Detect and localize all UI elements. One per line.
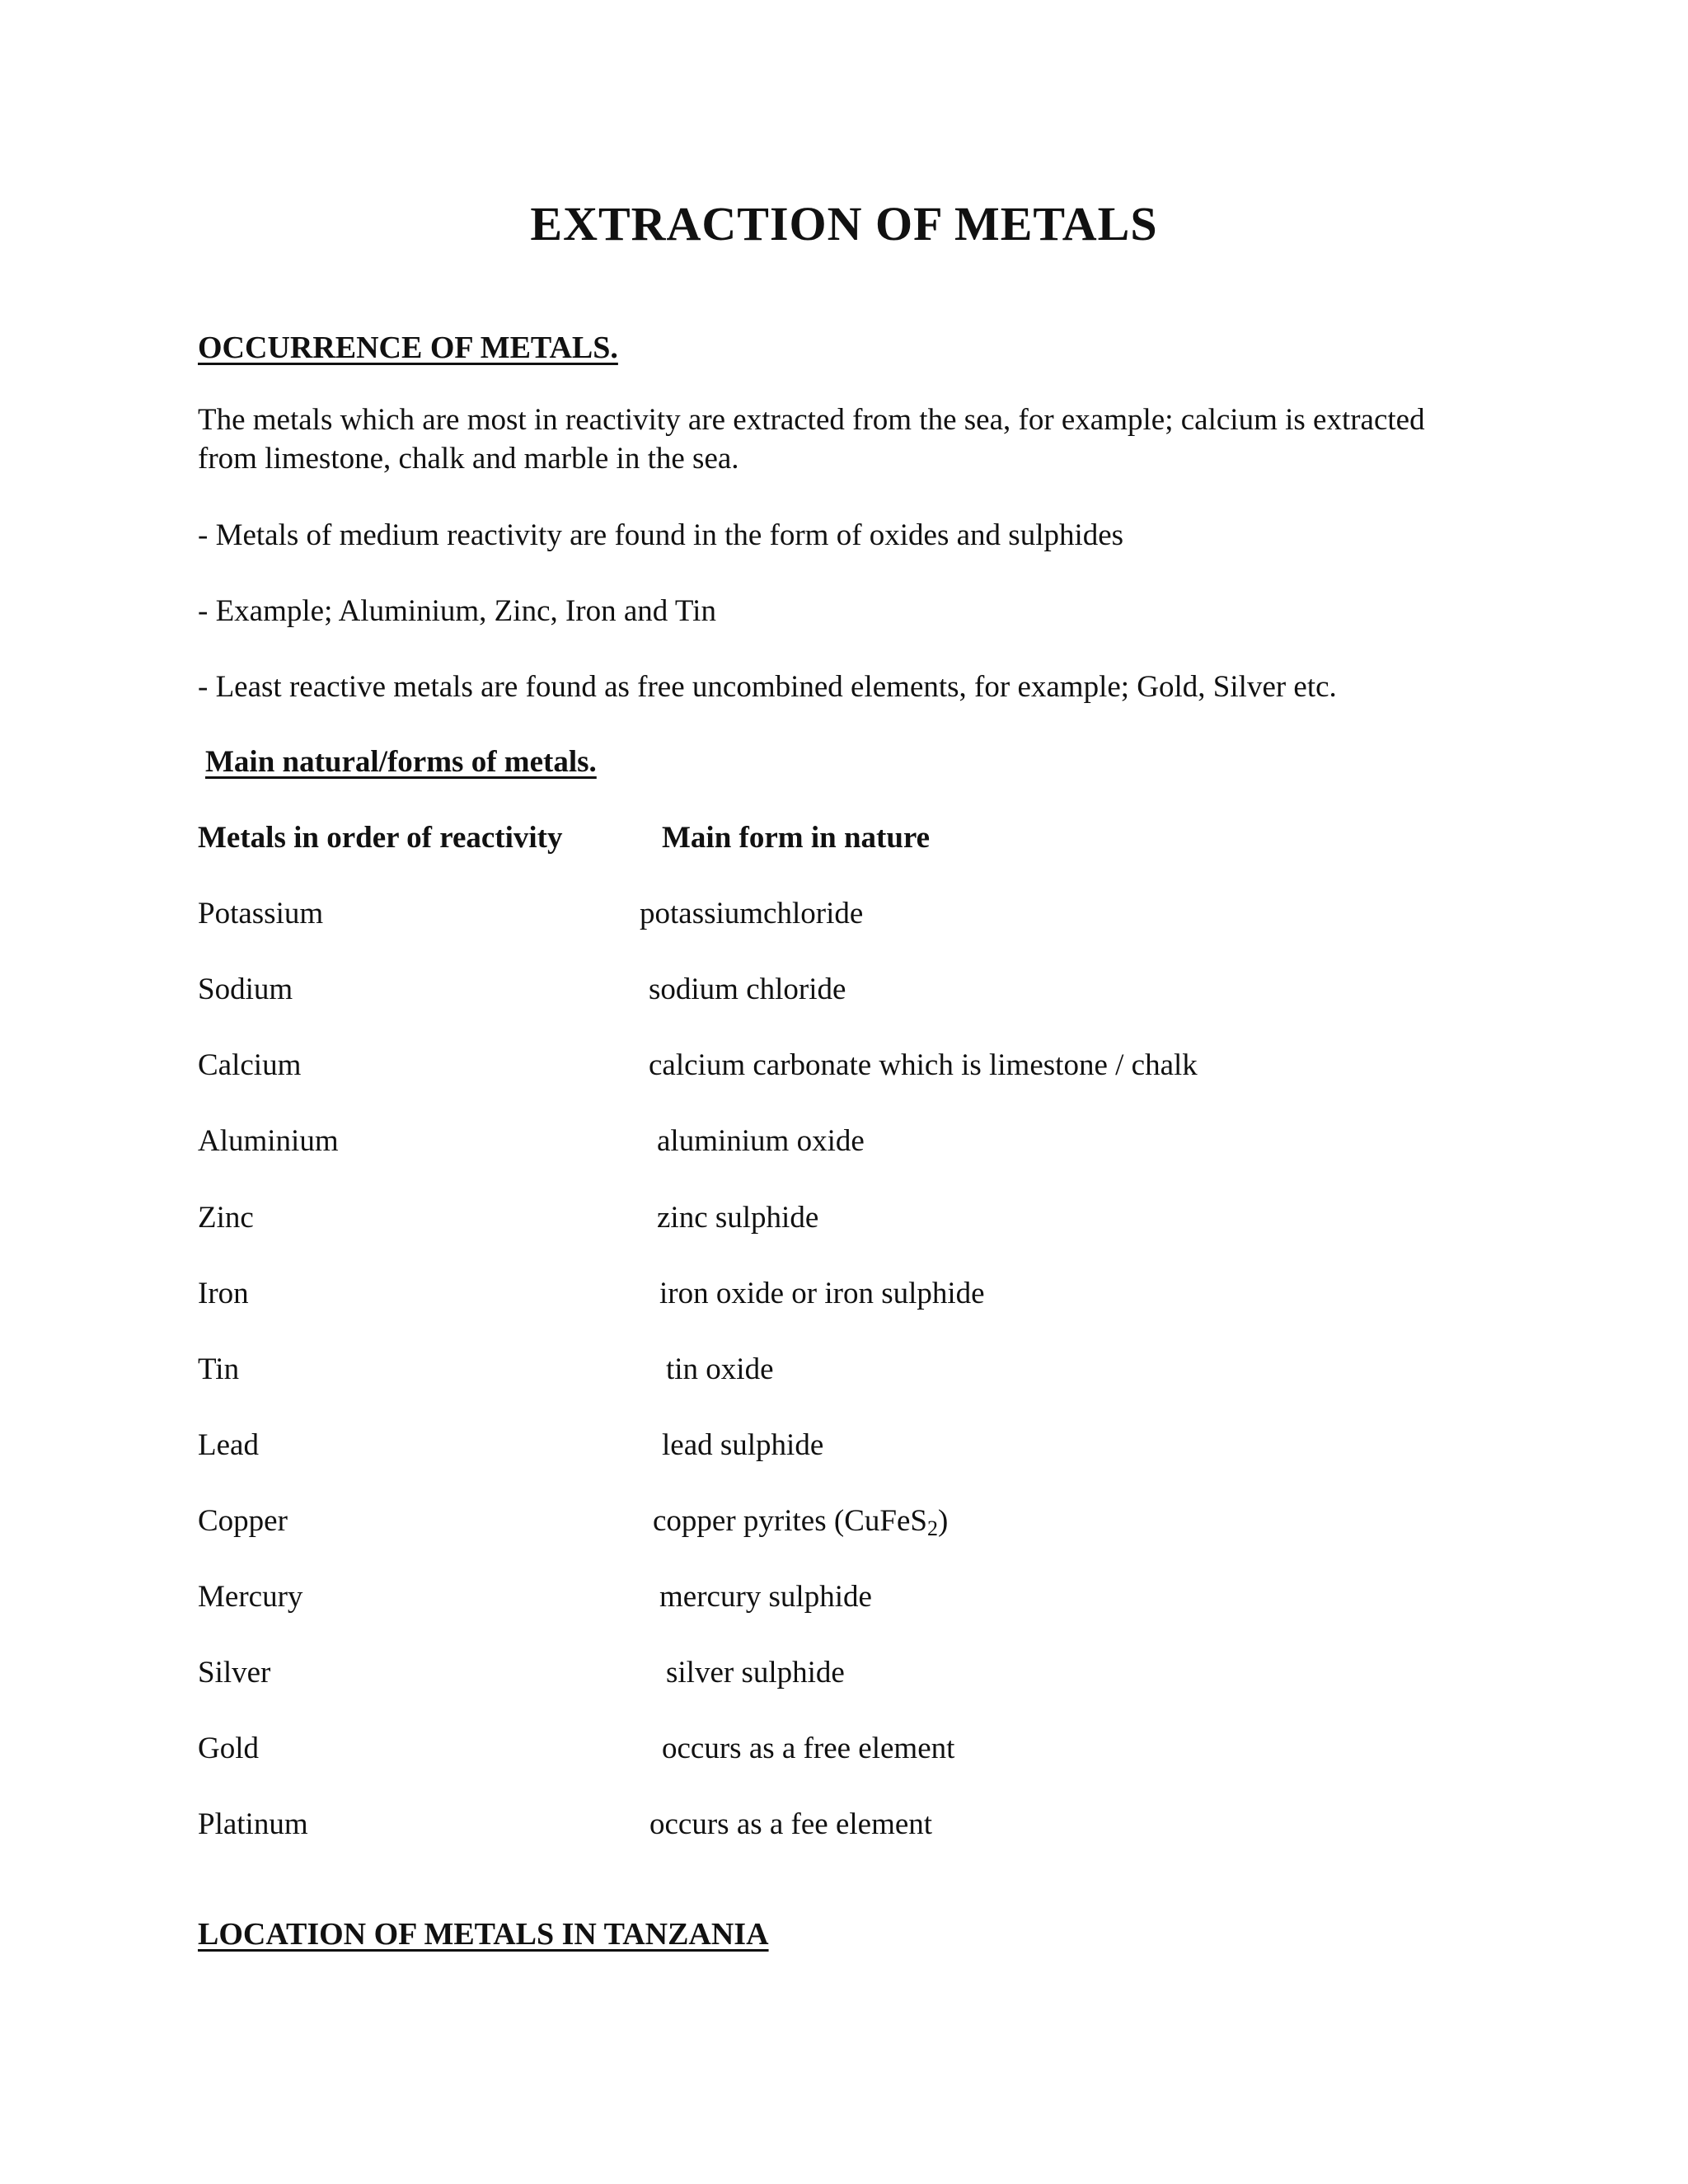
metal-form: calcium carbonate which is limestone / chalk xyxy=(649,1048,1198,1082)
metal-name: Sodium xyxy=(198,972,293,1006)
metal-form: lead sulphide xyxy=(662,1428,824,1462)
metal-name: Lead xyxy=(198,1428,259,1462)
occurrence-paragraph: The metals which are most in reactivity are extracted from the sea, for example; calcium is extracted from limestone, chalk and marble in the sea. xyxy=(198,403,1425,476)
metal-name: Gold xyxy=(198,1732,259,1765)
bullet-example: - Example; Aluminium, Zinc, Iron and Tin xyxy=(198,594,716,628)
metal-name: Aluminium xyxy=(198,1124,339,1158)
column-header-metals: Metals in order of reactivity xyxy=(198,821,563,855)
metal-form-text: copper pyrites (CuFeS xyxy=(653,1504,927,1538)
metal-name: Silver xyxy=(198,1656,271,1690)
metal-form-suffix: ) xyxy=(937,1504,949,1538)
metal-form: potassiumchloride xyxy=(640,897,864,930)
metal-name: Iron xyxy=(198,1277,249,1310)
metal-form: zinc sulphide xyxy=(657,1201,819,1235)
metal-form: iron oxide or iron sulphide xyxy=(659,1277,985,1310)
metal-name: Calcium xyxy=(198,1048,302,1082)
forms-heading: Main natural/forms of metals. xyxy=(205,745,597,779)
metal-form: aluminium oxide xyxy=(657,1124,865,1158)
metal-name: Zinc xyxy=(198,1201,254,1235)
metal-form: occurs as a free element xyxy=(662,1732,955,1765)
metal-form xyxy=(653,1503,948,1539)
page-title: EXTRACTION OF METALS xyxy=(530,197,1158,251)
metal-form: occurs as a fee element xyxy=(649,1807,933,1841)
metal-form-subscript: 2 xyxy=(926,1516,938,1540)
metal-name: Potassium xyxy=(198,897,324,930)
occurrence-heading: OCCURRENCE OF METALS. xyxy=(198,330,618,365)
column-header-form: Main form in nature xyxy=(662,821,931,855)
bullet-medium-reactivity: - Metals of medium reactivity are found in the form of oxides and sulphides xyxy=(198,518,1124,552)
metal-name: Tin xyxy=(198,1352,240,1386)
bullet-least-reactive: - Least reactive metals are found as free uncombined elements, for example; Gold, Silver etc. xyxy=(198,670,1337,704)
location-heading: LOCATION OF METALS IN TANZANIA xyxy=(198,1917,769,1952)
metal-form: silver sulphide xyxy=(666,1656,845,1690)
metal-name: Platinum xyxy=(198,1807,308,1841)
metal-form: mercury sulphide xyxy=(659,1580,872,1614)
metal-form: sodium chloride xyxy=(649,972,846,1006)
metal-name: Copper xyxy=(198,1504,288,1538)
metal-form: tin oxide xyxy=(666,1352,774,1386)
metal-name: Mercury xyxy=(198,1580,303,1614)
